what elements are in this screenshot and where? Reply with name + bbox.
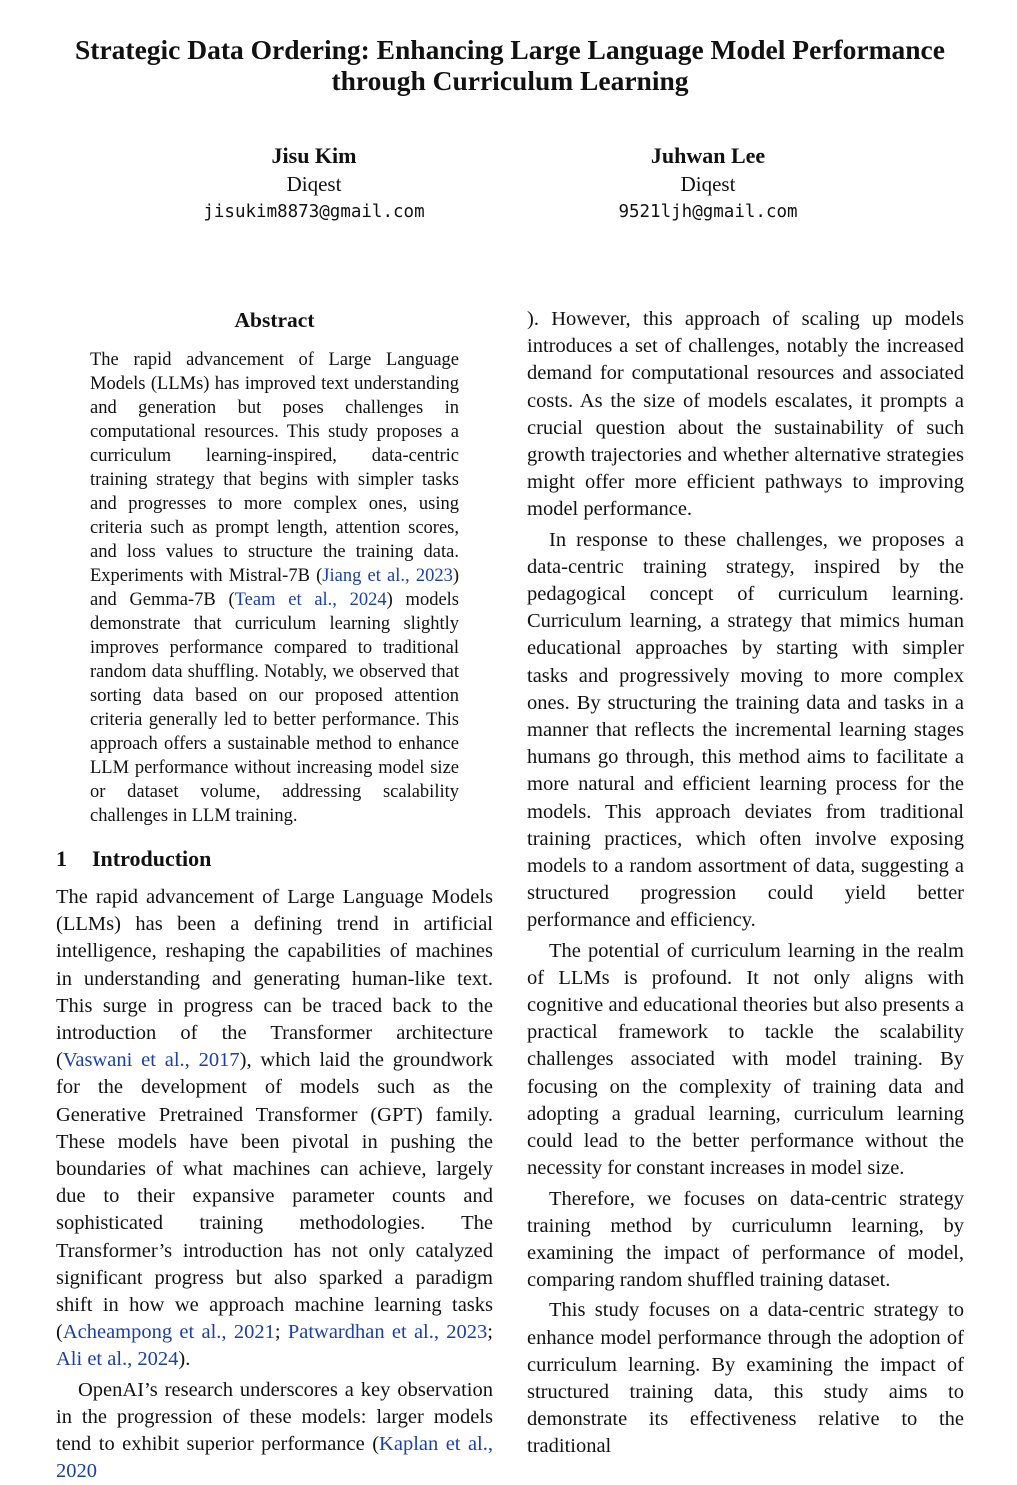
citation-link[interactable]: Vaswani et al., 2017 xyxy=(62,1049,240,1072)
author-email: jisukim8873@gmail.com xyxy=(203,202,425,222)
citation-link[interactable]: Jiang et al., 2023 xyxy=(322,566,453,586)
intro-paragraph-6: This study focuses on a data-centric strategy to enhance model performance through the adoption of curriculum learning. By examining the impact of structured training data, this study aims to demonstrate its effectiveness relative to the traditional xyxy=(527,1299,964,1458)
citation-link[interactable]: Team et al., 2024 xyxy=(234,590,387,610)
right-column-text xyxy=(527,306,964,1461)
author-name: Juhwan Lee xyxy=(650,143,766,168)
author-email: 9521ljh@gmail.com xyxy=(618,202,798,222)
author-2 xyxy=(548,142,868,226)
author-affiliation: Diqest xyxy=(286,172,342,196)
intro-paragraph-2-start: OpenAI’s research underscores a key observation in the progression of these models: larger models tend to exhibit superior performance (Kaplan et al., 2020 xyxy=(56,1378,493,1483)
section-title: Introduction xyxy=(92,846,212,871)
citation-link[interactable]: Acheampong et al., 2021 xyxy=(62,1321,275,1344)
author-affiliation: Diqest xyxy=(680,172,736,196)
section-number: 1 xyxy=(56,846,67,871)
citation-link[interactable]: Ali et al., 2024 xyxy=(56,1348,179,1371)
section-heading-introduction xyxy=(56,845,211,873)
intro-paragraph-5: Therefore, we focuses on data-centric strategy training method by curriculumn learning, by examining the impact of performance of model, comparing random shuffled training dataset. xyxy=(527,1187,964,1292)
intro-paragraph-3: In response to these challenges, we proposes a data-centric training strategy, inspired by the pedagogical concept of curriculum learning. Curriculum learning, a strategy that mimics human educational approaches by starting with simpler tasks and progressively moving to more complex ones. By structuring the training data and tasks in a manner that reflects the incremental learning stages humans go through, this method aims to facilitate a more natural and efficient learning process for the models. This approach deviates from traditional training practices, which often involve exposing models to a random assortment of data, suggesting a structured progression could yield better performance and efficiency. xyxy=(527,528,964,932)
author-name: Jisu Kim xyxy=(271,143,357,168)
abstract-body: The rapid advancement of Large Language Models (LLMs) has improved text understanding and generation but poses challenges in computational resources. This study proposes a curriculum learning-inspired, data-centric training strategy that begins with simpler tasks and progresses to more complex ones, using criteria such as prompt length, attention scores, and loss values to structure the training data. Experiments with Mistral-7B (Jiang et al., 2023) and Gemma-7B (Team et al., 2024) models demonstrate that curriculum learning slightly improves performance compared to traditional random data shuffling. Notably, we observed that sorting data based on our proposed attention criteria generally led to better performance. This approach offers a sustainable method to enhance LLM performance without increasing model size or dataset volume, addressing scalability challenges in LLM training. xyxy=(90,350,459,826)
intro-paragraph-1: The rapid advancement of Large Language Models (LLMs) has been a defining trend in artificial intelligence, reshaping the capabilities of machines in understanding and generating human-like text. This surge in progress can be traced back to the introduction of the Transformer architecture (Vaswani et al., 2017), which laid the groundwork for the development of models such as the Generative Pretrained Transformer (GPT) family. These models have been pivotal in pushing the boundaries of what machines can achieve, largely due to their expansive parameter counts and sophisticated training methodologies. The Transformer’s introduction has not only catalyzed significant progress but also sparked a paradigm shift in how we approach machine learning tasks (Acheampong et al., 2021; Patwardhan et al., 2023; Ali et al., 2024). xyxy=(56,886,493,1371)
left-column-text xyxy=(56,884,493,1485)
intro-paragraph-2-cont: ). However, this approach of scaling up models introduces a set of challenges, notably the increased demand for computational resources and associated costs. As the size of models escalates, it prompts a crucial question about the sustainability of such growth trajectories and whether alternative strategies might offer more efficient pathways to improving model performance. xyxy=(527,308,964,521)
intro-paragraph-4: The potential of curriculum learning in the realm of LLMs is profound. It not only aligns with cognitive and educational theories but also presents a practical framework to tackle the scalability challenges associated with model training. By focusing on the complexity of training data and adopting a gradual learning, curriculum learning could lead to the better performance without the necessity for constant increases in model size. xyxy=(527,939,964,1180)
paper-title: Strategic Data Ordering: Enhancing Large Language Model Performance through Curriculum Learning xyxy=(75,34,945,96)
author-1 xyxy=(154,142,474,226)
citation-link[interactable]: Kaplan et al., 2020 xyxy=(56,1433,493,1483)
abstract-heading: Abstract xyxy=(234,308,315,332)
citation-link[interactable]: Patwardhan et al., 2023 xyxy=(287,1321,488,1344)
